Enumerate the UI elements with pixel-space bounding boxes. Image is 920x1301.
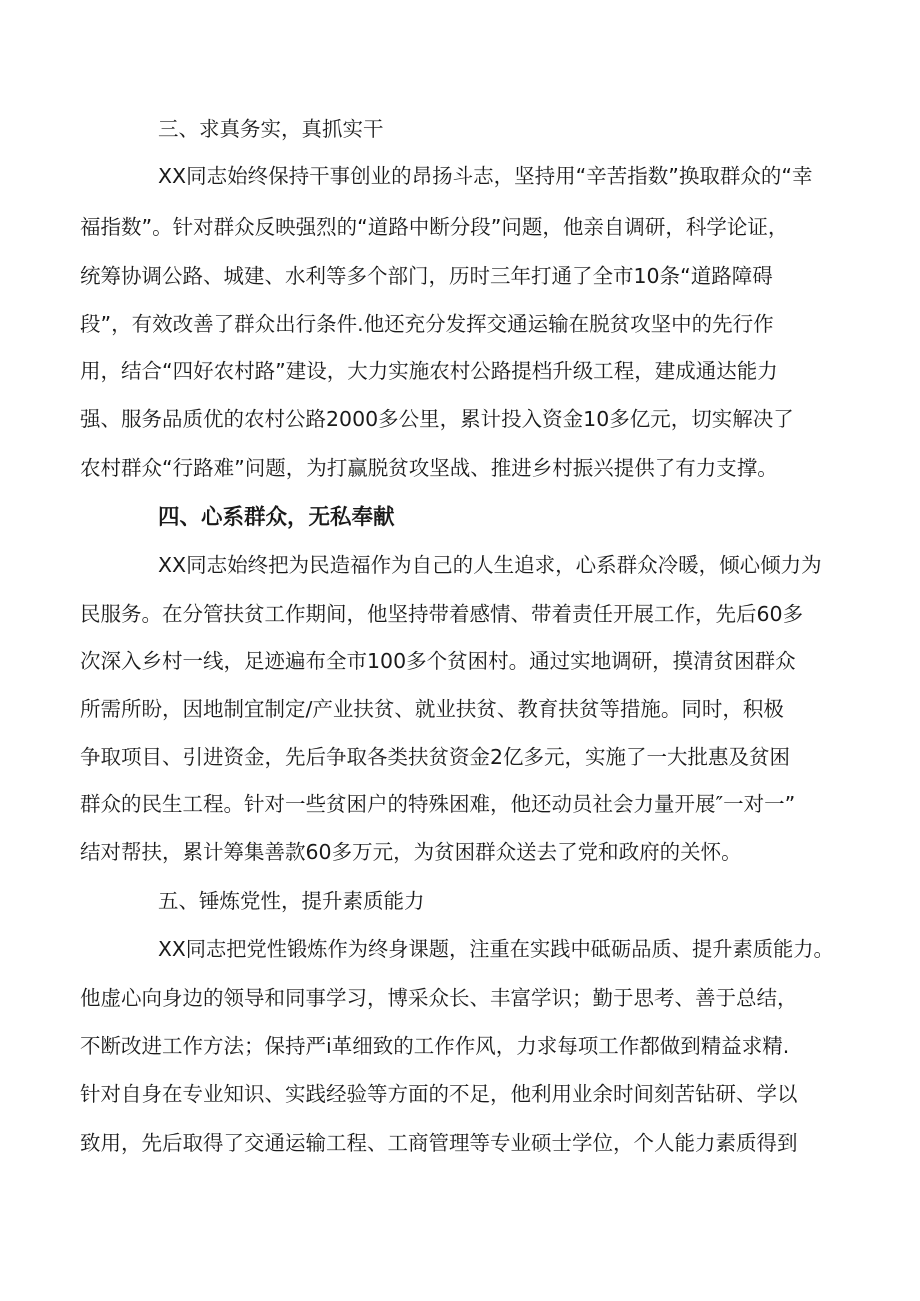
paragraph-line: 致用，先后取得了交通运输工程、工商管理等专业硕士学位，个人能力素质得到 xyxy=(80,1131,798,1155)
paragraph-line: XX同志始终把为民造福作为自己的人生追求，心系群众冷暖，倾心倾力为 xyxy=(158,553,822,577)
paragraph-line: 所需所盼，因地制宜制定/产业扶贫、就业扶贫、教育扶贫等措施。同时，积极 xyxy=(80,697,784,721)
section-heading-5: 五、锤炼党性，提升素质能力 xyxy=(158,889,425,913)
paragraph-line: 次深入乡村一线，足迹遍布全市100多个贫困村。通过实地调研，摸清贫困群众 xyxy=(80,649,796,673)
paragraph-line: 他虚心向身边的领导和同事学习，博采众长、丰富学识；勤于思考、善于总结， xyxy=(80,986,798,1010)
paragraph-line: 统筹协调公路、城建、水利等多个部门，历时三年打通了全市10条“道路障碍 xyxy=(80,264,773,288)
paragraph-line: 强、服务品质优的农村公路2000多公里，累计投入资金10多亿元，切实解决了 xyxy=(80,407,794,431)
paragraph-line: XX同志把党性锻炼作为终身课题，注重在实践中砥砺品质、提升素质能力。 xyxy=(158,937,834,961)
paragraph-line: 结对帮扶，累计筹集善款60多万元，为贫困群众送去了党和政府的关怀。 xyxy=(80,840,742,864)
section-heading-3: 三、求真务实，真抓实干 xyxy=(158,117,384,141)
paragraph-line: 用，结合“四好农村路”建设，大力实施农村公路提档升级工程，建成通达能力 xyxy=(80,359,778,383)
section-heading-4: 四、心系群众，无私奉献 xyxy=(158,505,395,530)
paragraph-line: 争取项目、引进资金，先后争取各类扶贫资金2亿多元，实施了一大批惠及贫困 xyxy=(80,745,791,769)
paragraph-line: 不断改进工作方法；保持严i革细致的工作作风，力求每项工作都做到精益求精. xyxy=(80,1034,790,1058)
paragraph-line: 民服务。在分管扶贫工作期间，他坚持带着感情、带着责任开展工作，先后60多 xyxy=(80,602,804,626)
paragraph-line: 段”，有效改善了群众出行条件.他还充分发挥交通运输在脱贫攻坚中的先行作 xyxy=(80,312,774,336)
paragraph-line: 福指数”。针对群众反映强烈的“道路中断分段”问题，他亲自调研，科学论证， xyxy=(80,215,789,239)
paragraph-line: 群众的民生工程。针对一些贫困户的特殊困难，他还动员社会力量开展″一对一” xyxy=(80,792,796,816)
paragraph-line: 针对自身在专业知识、实践经验等方面的不足，他利用业余时间刻苦钻研、学以 xyxy=(80,1082,798,1106)
paragraph-line: XX同志始终保持干事创业的昂扬斗志，坚持用“辛苦指数”换取群众的“幸 xyxy=(158,164,813,188)
paragraph-line: 农村群众“行路难”问题，为打赢脱贫攻坚战、推进乡村振兴提供了有力支撑。 xyxy=(80,456,778,480)
